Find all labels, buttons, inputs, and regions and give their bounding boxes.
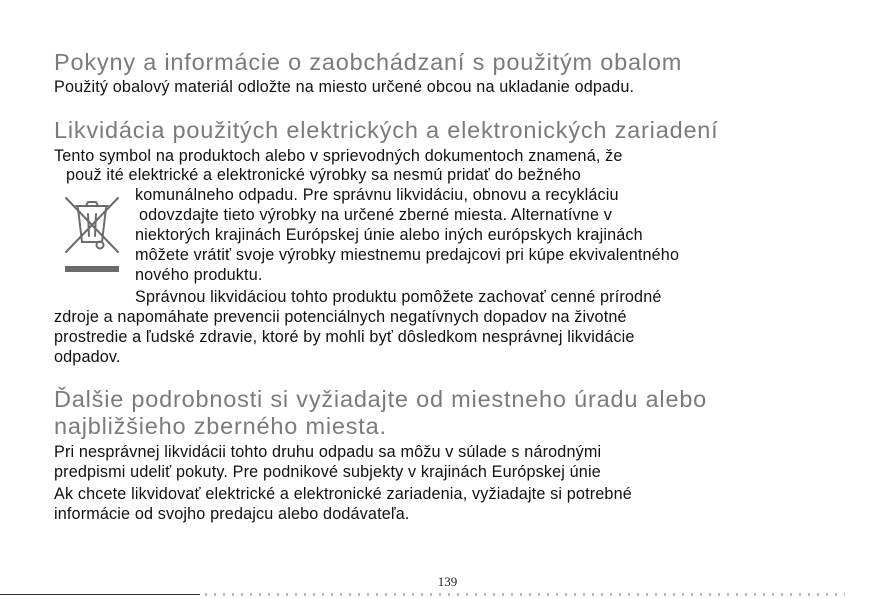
paragraph-line: odpadov. <box>54 348 121 366</box>
paragraph-line: komunálneho odpadu. Pre správnu likvidáciu, obnovu a recykláciu <box>135 186 619 204</box>
paragraph-line: Ak chcete likvidovať elektrické a elektronické zariadenia, vyžiadajte si potrebné <box>54 485 632 503</box>
section-heading-packaging: Pokyny a informácie o zaobchádzaní s použitým obalom <box>54 49 683 75</box>
footer-rule <box>0 594 200 595</box>
paragraph-line: prostredie a ľudské zdravie, ktoré by mohli byť dôsledkom nesprávnej likvidácie <box>54 328 635 346</box>
paragraph-line: použ ité elektrické a elektronické výrobky sa nesmú pridať do bežného <box>66 166 581 184</box>
footer-decoration <box>205 593 845 596</box>
paragraph-line: Pri nesprávnej likvidácii tohto druhu odpadu sa môžu v súlade s národnými <box>54 443 602 461</box>
paragraph-line: zdroje a napomáhate prevencii potenciálnych negatívnych dopadov na životné <box>54 308 627 326</box>
paragraph-line: môžete vrátiť svoje výrobky miestnemu predajcovi pri kúpe ekvivalentného <box>135 246 680 264</box>
section-heading-weee: Likvidácia použitých elektrických a elektronických zariadení <box>54 117 719 143</box>
page-number: 139 <box>437 574 458 589</box>
paragraph-line: nového produktu. <box>135 266 263 284</box>
section-heading-further-info: Ďalšie podrobnosti si vyžiadajte od miestneho úradu alebo <box>54 386 708 412</box>
paragraph-line: Tento symbol na produktoch alebo v sprievodných dokumentoch znamená, že <box>54 147 623 165</box>
paragraph-line: Správnou likvidáciou tohto produktu pomôžete zachovať cenné prírodné <box>135 288 662 306</box>
section-heading-further-info-continued: najbližšieho zberného miesta. <box>54 413 387 439</box>
paragraph-line: odovzdajte tieto výrobky na určené zberné miesta. Alternatívne v <box>139 206 612 224</box>
paragraph-line: informácie od svojho predajcu alebo dodávateľa. <box>54 505 410 523</box>
paragraph-line: Použitý obalový materiál odložte na miesto určené obcou na ukladanie odpadu. <box>54 78 635 96</box>
crossed-out-wheelie-bin-icon <box>62 196 122 276</box>
paragraph-line: niektorých krajinách Európskej únie alebo iných európskych krajinách <box>135 226 643 244</box>
paragraph-line: predpismi udeliť pokuty. Pre podnikové subjekty v krajinách Európskej únie <box>54 463 601 481</box>
